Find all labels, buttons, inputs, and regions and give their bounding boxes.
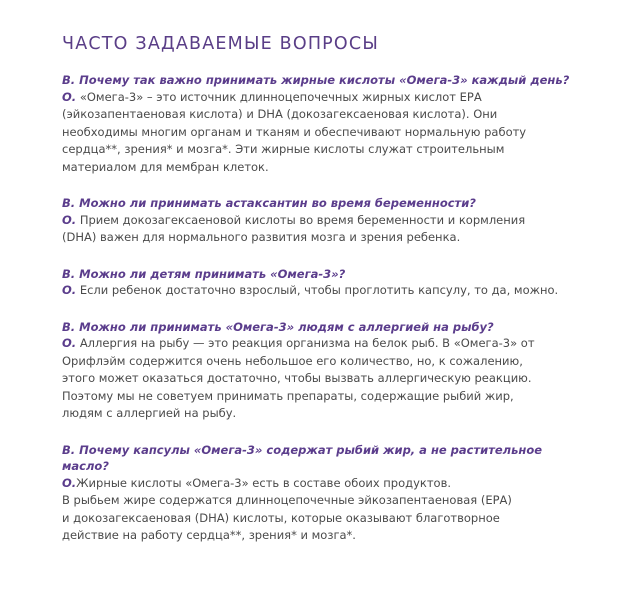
answer-text: «Омега-3» – это источник длинноцепочечных жирных кислот ЕРА <box>79 89 482 104</box>
faq-item-5 <box>62 442 587 545</box>
answer-text: Аллергия на рыбу — это реакция организма на белок рыб. В «Омега-3» от <box>79 336 535 350</box>
answer-prefix: О. <box>62 475 77 490</box>
answer-text: Если ребенок достаточно взрослый, чтобы проглотить капсулу, то да, можно. <box>79 283 559 297</box>
answer-line: людям с аллергией на рыбу. <box>62 406 237 420</box>
answer-line: В рыбьем жире содержатся длинноцепочечные эйкозапентаеновая (ЕРА) <box>62 493 512 507</box>
faq-answer <box>62 335 587 423</box>
faq-answer <box>62 282 587 300</box>
faq-question <box>62 266 587 283</box>
page-title: ЧАСТО ЗАДАВАЕМЫЕ ВОПРОСЫ <box>62 34 379 54</box>
faq-question <box>62 442 587 475</box>
question-line: В. Можно ли детям принимать «Омега-3»? <box>62 266 346 281</box>
answer-line: (DHA) важен для нормального развития мозга и зрения ребенка. <box>62 230 461 244</box>
answer-line <box>62 475 587 493</box>
answer-line: материалом для мембран клеток. <box>62 159 269 174</box>
answer-prefix: О. <box>62 336 77 350</box>
faq-question <box>62 319 587 336</box>
faq-answer <box>62 212 587 247</box>
answer-prefix: О. <box>62 283 77 297</box>
question-line: масло? <box>62 459 109 473</box>
faq-item-4 <box>62 319 587 423</box>
answer-line: этого может оказаться достаточно, чтобы вызвать аллергическую реакцию. <box>62 371 532 385</box>
faq-answer <box>62 475 587 545</box>
faq-item-2 <box>62 195 587 247</box>
answer-line <box>62 89 587 107</box>
answer-line: необходимы многим органам и тканям и обеспечивают нормальную работу <box>62 124 527 139</box>
answer-line: и докозагексаеновая (DHA) кислоты, которые оказывают благотворное <box>62 510 500 525</box>
answer-line <box>62 212 587 230</box>
answer-text: Жирные кислоты «Омега-3» есть в составе обоих продуктов. <box>76 475 452 490</box>
question-line: В. Можно ли принимать «Омега-3» людям с аллергией на рыбу? <box>62 319 494 334</box>
question-line: В. Почему капсулы «Омега-3» содержат рыбий жир, а не растительное <box>62 442 543 457</box>
question-line: В. Почему так важно принимать жирные кислоты «Омега-3» каждый день? <box>62 73 570 87</box>
answer-line <box>62 282 587 300</box>
faq-question <box>62 195 587 212</box>
answer-line: сердца**, зрения* и мозга*. Эти жирные кислоты служат строительным <box>62 142 505 156</box>
answer-line <box>62 335 587 353</box>
answer-line: действие на работу сердца**, зрения* и мозга*. <box>62 528 356 542</box>
question-line: В. Можно ли принимать астаксантин во время беременности? <box>62 196 476 210</box>
answer-line: (эйкозапентаеновая кислота) и DHA (докозагексаеновая кислота). Они <box>62 107 498 121</box>
faq-question <box>62 72 587 89</box>
answer-text: Прием докозагексаеновой кислоты во время беременности и кормления <box>79 212 526 227</box>
answer-prefix: О. <box>62 89 77 104</box>
faq-item-3 <box>62 266 587 300</box>
answer-line: Орифлэйм содержится очень небольшое его количество, но, к сожалению, <box>62 353 523 368</box>
answer-line: Поэтому мы не советуем принимать препараты, содержащие рыбий жир, <box>62 388 514 403</box>
faq-answer <box>62 89 587 177</box>
faq-item-1 <box>62 72 587 176</box>
answer-prefix: О. <box>62 212 77 227</box>
